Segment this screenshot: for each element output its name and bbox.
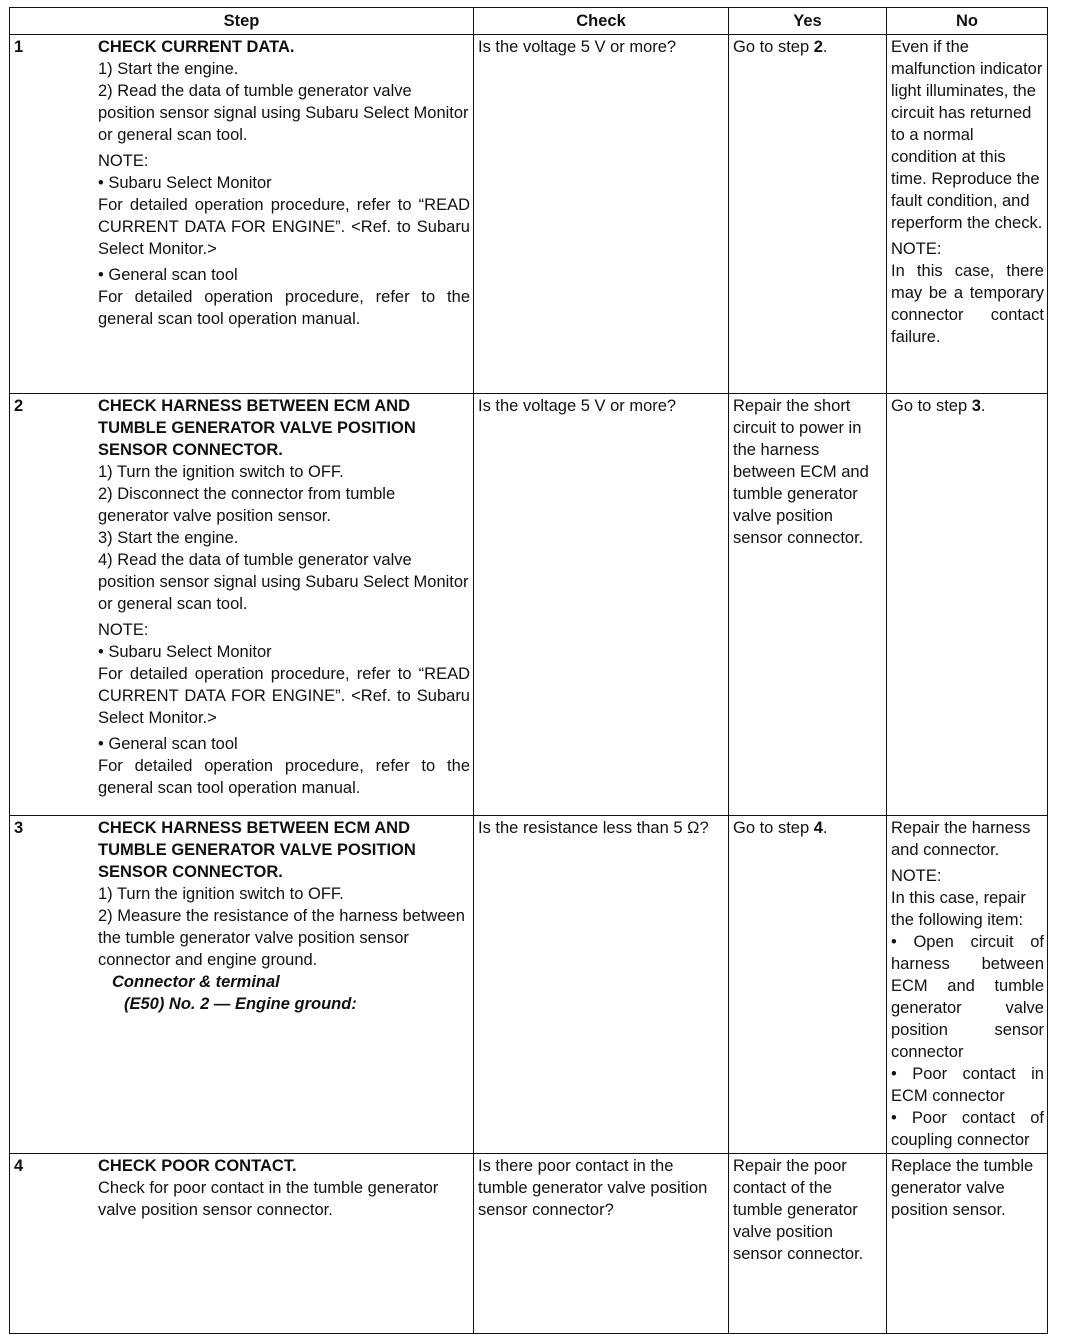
no-cell: [887, 35, 1048, 394]
header-check: Check: [474, 8, 729, 35]
step-instruction: 1) Turn the ignition switch to OFF.: [98, 463, 344, 481]
check-cell: Is the resistance less than 5 Ω?: [474, 816, 729, 1154]
header-no: No: [887, 8, 1048, 35]
step-link[interactable]: 4: [813, 819, 823, 837]
note-label: NOTE:: [891, 867, 942, 885]
yes-cell: Repair the short circuit to power in the harness between ECM and tumble generator valve position sensor connector.: [729, 394, 887, 816]
table-row-step-2: [10, 394, 1048, 816]
bullet-item: • General scan tool: [98, 735, 238, 753]
check-cell: Is the voltage 5 V or more?: [474, 394, 729, 816]
step-instruction: 1) Turn the ignition switch to OFF.: [98, 885, 344, 903]
step-title: CHECK HARNESS BETWEEN ECM AND TUMBLE GENERATOR VALVE POSITION SENSOR CONNECTOR.: [98, 819, 416, 881]
step-cell: [10, 1154, 474, 1334]
yes-cell: Go to step 4.: [729, 816, 887, 1154]
step-cell: [10, 35, 474, 394]
step-instruction: Check for poor contact in the tumble generator valve position sensor connector.: [98, 1179, 439, 1219]
table-row-step-1: [10, 35, 1048, 394]
connector-value: (E50) No. 2 — Engine ground:: [124, 995, 357, 1013]
table-row-step-3: [10, 816, 1048, 1154]
header-row: [10, 8, 1048, 35]
check-cell: Is there poor contact in the tumble generator valve position sensor connector?: [474, 1154, 729, 1334]
step-title: CHECK POOR CONTACT.: [98, 1157, 297, 1175]
no-text: Even if the malfunction indicator light illuminates, the circuit has returned to a normal condition at this time. Reproduce the fault condition, and reperform the check.: [891, 38, 1043, 232]
step-instruction: 4) Read the data of tumble generator valve position sensor signal using Subaru Select Monitor or general scan tool.: [98, 551, 469, 613]
yes-cell: Repair the poor contact of the tumble generator valve position sensor connector.: [729, 1154, 887, 1334]
step-title: CHECK CURRENT DATA.: [98, 38, 295, 56]
yes-cell: Go to step 2.: [729, 35, 887, 394]
note-text: For detailed operation procedure, refer to “READ CURRENT DATA FOR ENGINE”. <Ref. to Subaru Select Monitor.>: [98, 665, 470, 727]
no-cell: [887, 816, 1048, 1154]
step-title: CHECK HARNESS BETWEEN ECM AND TUMBLE GENERATOR VALVE POSITION SENSOR CONNECTOR.: [98, 397, 416, 459]
step-number: 1: [14, 38, 24, 56]
diagnostic-table: [9, 7, 1048, 1334]
step-number: 2: [14, 397, 24, 415]
header-step: Step: [10, 8, 474, 35]
step-link[interactable]: 3: [971, 397, 981, 415]
step-number: 3: [14, 819, 24, 837]
connector-label: Connector & terminal: [112, 973, 280, 991]
bullet-item: • Open circuit of harness between ECM and tumble generator valve position sensor connector: [891, 933, 1044, 1061]
no-cell: Go to step 3.: [887, 394, 1048, 816]
step-instruction: 3) Start the engine.: [98, 529, 239, 547]
note-text: For detailed operation procedure, refer to the general scan tool operation manual.: [98, 757, 470, 797]
note-text: For detailed operation procedure, refer to the general scan tool operation manual.: [98, 288, 470, 328]
bullet-item: • General scan tool: [98, 266, 238, 284]
bullet-item: • Subaru Select Monitor: [98, 643, 272, 661]
bullet-item: • Poor contact of coupling connector: [891, 1109, 1044, 1149]
bullet-item: • Subaru Select Monitor: [98, 174, 272, 192]
no-text: Repair the harness and connector.: [891, 819, 1031, 859]
step-cell: [10, 816, 474, 1154]
step-instruction: 1) Start the engine.: [98, 60, 239, 78]
header-yes: Yes: [729, 8, 887, 35]
table-row-step-4: [10, 1154, 1048, 1334]
no-cell: Replace the tumble generator valve position sensor.: [887, 1154, 1048, 1334]
step-link[interactable]: 2: [813, 38, 823, 56]
step-instruction: 2) Measure the resistance of the harness between the tumble generator valve position sensor connector and engine ground.: [98, 907, 465, 969]
step-cell: [10, 394, 474, 816]
note-text: For detailed operation procedure, refer to “READ CURRENT DATA FOR ENGINE”. <Ref. to Subaru Select Monitor.>: [98, 196, 470, 258]
note-label: NOTE:: [891, 240, 942, 258]
bullet-item: • Poor contact in ECM connector: [891, 1065, 1044, 1105]
note-label: NOTE:: [98, 152, 149, 170]
step-number: 4: [14, 1157, 24, 1175]
step-instruction: 2) Disconnect the connector from tumble generator valve position sensor.: [98, 485, 396, 525]
note-text: In this case, repair the following item:: [891, 889, 1026, 929]
step-instruction: 2) Read the data of tumble generator valve position sensor signal using Subaru Select Monitor or general scan tool.: [98, 82, 469, 144]
check-cell: Is the voltage 5 V or more?: [474, 35, 729, 394]
note-label: NOTE:: [98, 621, 149, 639]
note-text: In this case, there may be a temporary connector contact failure.: [891, 262, 1044, 346]
